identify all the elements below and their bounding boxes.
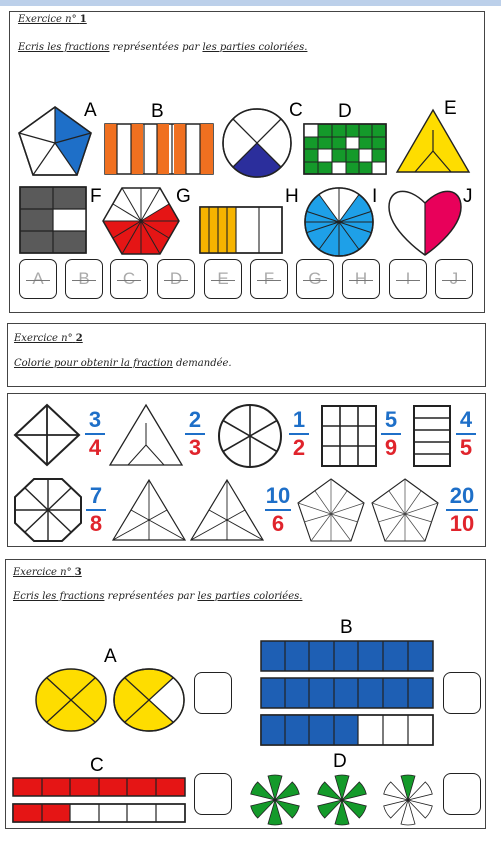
denominator: 3 (188, 435, 202, 460)
circle-shape-c (221, 107, 293, 179)
rectangle-shape-b (104, 123, 214, 175)
exercise-2-instruction (14, 358, 232, 369)
answer-box-g[interactable] (296, 259, 334, 299)
answer-hint: G (308, 269, 322, 288)
ex3-label-a: A (104, 646, 117, 667)
denominator: 6 (271, 511, 285, 536)
numerator: 10 (265, 483, 291, 508)
instruction-part: représentées par (104, 591, 198, 602)
numerator: 2 (188, 407, 202, 432)
fraction-4-5 (455, 408, 477, 460)
fraction-7-8 (85, 484, 107, 536)
hexagon-shape-g (101, 186, 181, 256)
instruction-part: représentées par (109, 42, 203, 53)
answer-box-f[interactable] (250, 259, 288, 299)
pentagon-10-parts-shape-1 (296, 477, 366, 543)
answer-box-3a[interactable] (194, 672, 232, 714)
exercise-1-instruction (18, 42, 307, 53)
circle-shape (216, 403, 284, 469)
answer-hint: A (32, 269, 44, 288)
fraction-3-4 (84, 408, 106, 460)
pentagon-10-parts-shape-2 (370, 477, 440, 543)
label-d: D (338, 101, 352, 122)
answer-hint: B (78, 269, 90, 288)
numerator: 1 (292, 407, 306, 432)
green-flowers-shape-d (248, 774, 438, 826)
instruction-part: les parties coloriées. (197, 591, 303, 602)
answer-box-3d[interactable] (443, 773, 481, 815)
answer-box-j[interactable] (435, 259, 473, 299)
answer-hint: C (122, 269, 136, 288)
denominator: 9 (384, 435, 398, 460)
label-c: C (289, 100, 303, 121)
ex3-label-c: C (90, 755, 104, 776)
numerator: 7 (89, 483, 103, 508)
denominator: 4 (88, 435, 102, 460)
yellow-ovals-shape-a (34, 667, 186, 733)
heart-shape-j (387, 187, 463, 257)
triangle-shape-e (395, 108, 471, 174)
label-f: F (90, 186, 102, 207)
answer-hint: H (354, 269, 368, 288)
instruction-part: Ecris les fractions (13, 591, 105, 602)
red-bars-shape-c (12, 777, 186, 825)
stripes-shape (413, 405, 451, 467)
numerator: 4 (459, 407, 473, 432)
answer-hint: F (263, 269, 275, 288)
exercise-3-title (13, 567, 82, 578)
label-a: A (84, 100, 97, 121)
answer-box-d[interactable] (157, 259, 195, 299)
numerator: 5 (384, 407, 398, 432)
diamond-shape (13, 403, 81, 467)
denominator: 8 (89, 511, 103, 536)
answer-hint: E (217, 269, 229, 288)
instruction-part: les parties coloriées. (202, 42, 308, 53)
answer-hint: D (169, 269, 183, 288)
triangle-6-parts-shape-2 (189, 478, 265, 542)
blue-bars-shape-b (260, 640, 434, 748)
answer-box-b[interactable] (65, 259, 103, 299)
answer-box-i[interactable] (389, 259, 427, 299)
answer-hint: I (405, 269, 411, 288)
instruction-part: demandée. (172, 358, 232, 369)
circle-shape-i (303, 186, 378, 258)
exercise-3-instruction (13, 591, 302, 602)
grid-shape-f (19, 186, 87, 254)
label-j: J (463, 186, 473, 207)
answer-box-3c[interactable] (194, 773, 232, 815)
denominator: 5 (459, 435, 473, 460)
exercise-title-text: Exercice n° (13, 567, 72, 578)
exercise-title-text: Exercice n° (14, 333, 73, 344)
label-b: B (151, 101, 164, 122)
answer-box-c[interactable] (110, 259, 148, 299)
numerator: 3 (88, 407, 102, 432)
ex3-label-d: D (333, 751, 347, 772)
exercise-2-title (14, 333, 83, 344)
instruction-part: Colorie pour obtenir la fraction (14, 358, 173, 369)
exercise-number: 2 (75, 333, 83, 344)
instruction-part: Ecris les fractions (18, 42, 110, 53)
answer-box-h[interactable] (342, 259, 380, 299)
fraction-5-9 (380, 408, 402, 460)
exercise-title-text: Exercice n° (18, 14, 77, 25)
answer-box-3b[interactable] (443, 672, 481, 714)
exercise-number: 1 (79, 14, 87, 25)
octagon-shape (13, 477, 83, 543)
numerator: 20 (449, 483, 475, 508)
fraction-2-3 (184, 408, 206, 460)
grid-shape-d (303, 123, 387, 175)
answer-box-a[interactable] (19, 259, 57, 299)
triangle-shape (108, 403, 184, 467)
label-h: H (285, 186, 299, 207)
label-e: E (444, 98, 457, 119)
ex3-label-b: B (340, 617, 353, 638)
denominator: 10 (449, 511, 475, 536)
triangle-6-parts-shape-1 (111, 478, 187, 542)
denominator: 2 (292, 435, 306, 460)
exercise-number: 3 (74, 567, 82, 578)
answer-box-e[interactable] (204, 259, 242, 299)
fraction-10-6 (264, 484, 292, 536)
exercise-1-title (18, 14, 87, 25)
grid-3x3-shape (321, 405, 377, 467)
label-i: I (372, 186, 378, 207)
top-bar (0, 0, 501, 6)
fraction-20-10 (445, 484, 479, 536)
answer-hint: J (449, 269, 459, 288)
label-g: G (176, 186, 191, 207)
rectangle-shape-h (199, 206, 283, 254)
fraction-1-2 (288, 408, 310, 460)
pentagon-shape-a (17, 105, 93, 177)
